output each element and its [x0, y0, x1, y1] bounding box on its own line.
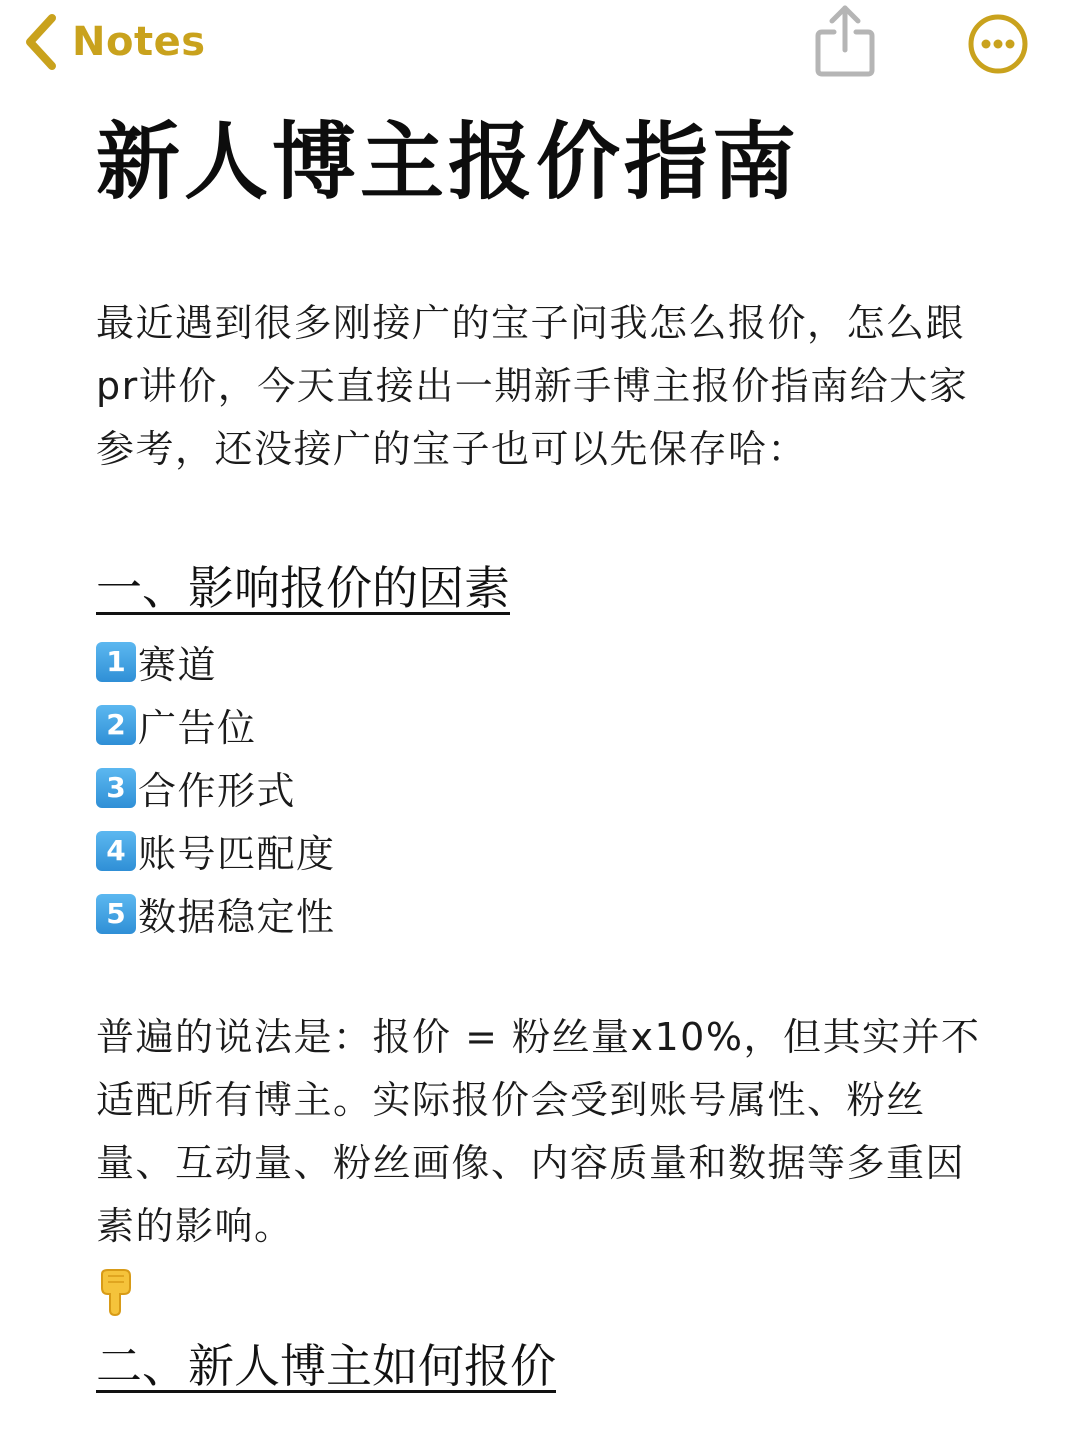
chevron-left-icon: [22, 12, 58, 72]
list-item: [96, 819, 336, 882]
list-item: [96, 630, 336, 693]
list-item: [96, 693, 336, 756]
intro-paragraph: 最近遇到很多刚接广的宝子问我怎么报价，怎么跟pr讲价，今天直接出一期新手博主报价指南给大家参考，还没接广的宝子也可以先保存哈：: [96, 301, 969, 471]
section-heading-factors: 一、影响报价的因素: [96, 561, 510, 615]
list-item: [96, 882, 336, 945]
back-button-label: Notes: [72, 19, 206, 65]
more-options-icon: [966, 12, 1030, 76]
section-heading-pricing: 二、新人博主如何报价: [96, 1339, 556, 1393]
share-button[interactable]: [812, 2, 878, 78]
pointing-down-hand-icon: [96, 1268, 136, 1316]
body-paragraph: 普遍的说法是：报价 = 粉丝量x10%，但其实并不适配所有博主。实际报价会受到账号属性、粉丝量、互动量、粉丝画像、内容质量和数据等多重因素的影响。: [96, 1015, 981, 1248]
keycap-number-icon: 3: [96, 768, 136, 808]
factor-list: [96, 630, 336, 945]
keycap-number-icon: 4: [96, 831, 136, 871]
keycap-number-icon: 5: [96, 894, 136, 934]
back-button[interactable]: [22, 10, 206, 74]
keycap-number-icon: 1: [96, 642, 136, 682]
factor-label: 广告位: [138, 706, 257, 750]
more-options-button[interactable]: [966, 12, 1030, 76]
share-icon: [812, 2, 878, 78]
factor-label: 赛道: [138, 643, 218, 687]
navigation-bar: [0, 0, 1080, 90]
note-title: 新人博主报价指南: [96, 113, 801, 211]
keycap-number-icon: 2: [96, 705, 136, 745]
factor-label: 账号匹配度: [138, 832, 336, 876]
list-item: [96, 756, 336, 819]
factor-label: 数据稳定性: [138, 895, 336, 939]
factor-label: 合作形式: [138, 769, 297, 813]
